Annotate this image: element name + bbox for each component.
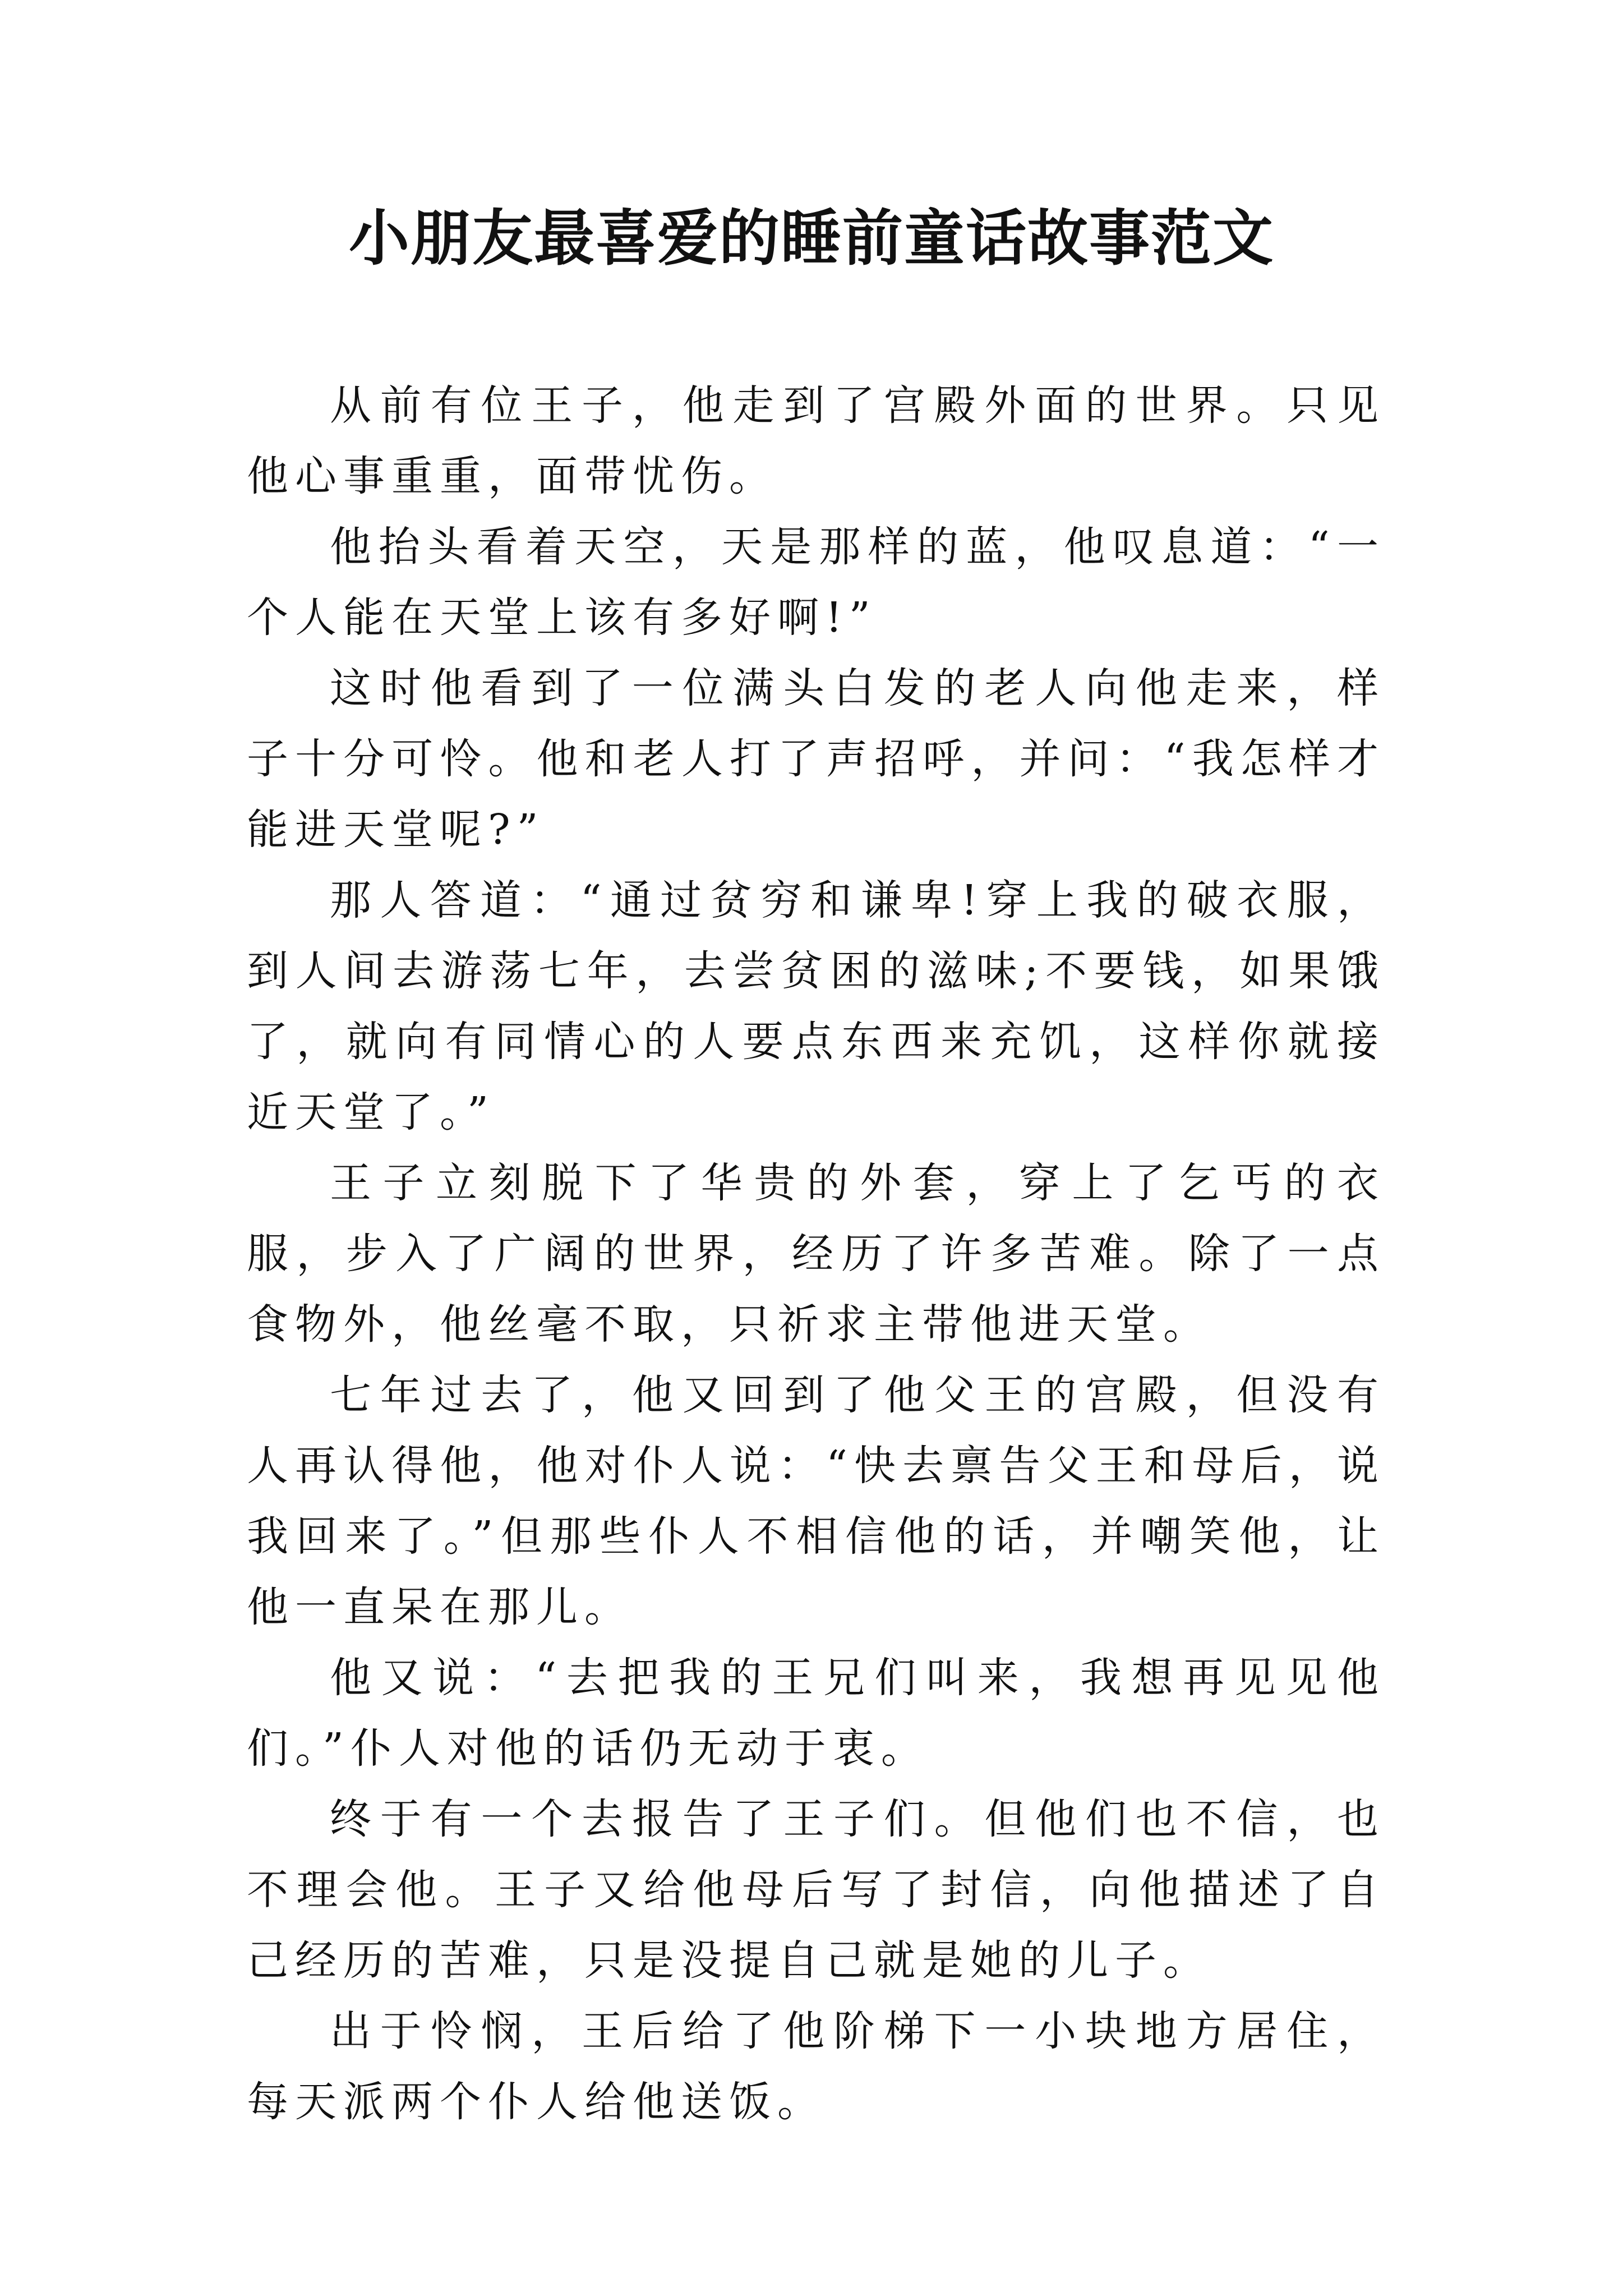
document-title: 小朋友最喜爱的睡前童话故事范文 [348, 203, 1274, 274]
paragraph: 王子立刻脱下了华贵的外套，穿上了乞丐的衣服，步入了广阔的世界，经历了许多苦难。除了一点食物外，他丝毫不取，只祈求主带他进天堂。 [247, 1159, 1385, 1349]
paragraph: 从前有位王子，他走到了宫殿外面的世界。只见他心事重重，面带忧伤。 [247, 381, 1385, 500]
paragraph: 他抬头看着天空，天是那样的蓝，他叹息道：“一个人能在天堂上该有多好啊!” [247, 523, 1385, 642]
paragraph: 七年过去了，他又回到了他父王的宫殿，但没有人再认得他，他对仆人说：“快去禀告父王和母后，说我回来了。”但那些仆人不相信他的话，并嘲笑他，让他一直呆在那儿。 [247, 1371, 1385, 1631]
paragraph: 他又说：“去把我的王兄们叫来，我想再见见他们。”仆人对他的话仍无动于衷。 [247, 1654, 1385, 1773]
paragraph: 出于怜悯，王后给了他阶梯下一小块地方居住，每天派两个仆人给他送饭。 [247, 2007, 1385, 2126]
paragraph: 终于有一个去报告了王子们。但他们也不信，也不理会他。王子又给他母后写了封信，向他描述了自己经历的苦难，只是没提自己就是她的儿子。 [247, 1795, 1385, 1985]
paragraph: 那人答道：“通过贫穷和谦卑!穿上我的破衣服，到人间去游荡七年，去尝贫困的滋味;不要钱，如果饿了，就向有同情心的人要点东西来充饥，这样你就接近天堂了。” [247, 876, 1385, 1137]
document-body [247, 370, 1385, 2137]
paragraph: 这时他看到了一位满头白发的老人向他走来，样子十分可怜。他和老人打了声招呼，并问：“我怎样才能进天堂呢?” [247, 664, 1385, 854]
